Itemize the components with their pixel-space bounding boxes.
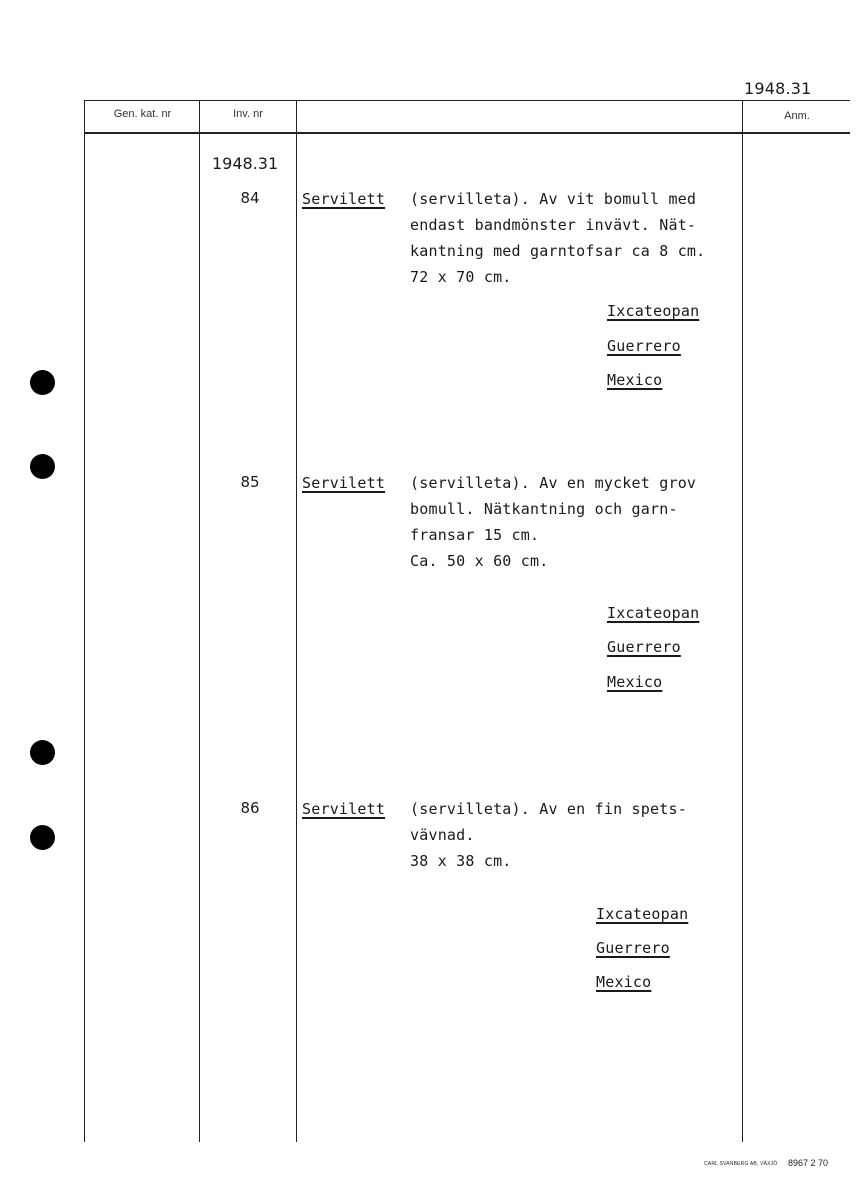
column-rule-3 xyxy=(296,100,297,1142)
place-name: Guerrero xyxy=(607,638,681,656)
column-rule-4 xyxy=(742,100,743,1142)
place-name: Mexico xyxy=(607,371,663,389)
printer-imprint: CARL SVANBERG AB, VÄXJÖ xyxy=(704,1161,778,1167)
place-name: Ixcateopan xyxy=(607,604,700,622)
entry-description-line: fransar 15 cm. xyxy=(410,526,540,544)
page-reference: 1948.31 xyxy=(744,79,812,98)
entry-description-line: 72 x 70 cm. xyxy=(410,268,512,286)
punch-hole xyxy=(30,825,55,850)
column-rule-1 xyxy=(84,100,85,1142)
entry-description-line: (servilleta). Av en fin spets- xyxy=(410,800,687,818)
entry-description-line: Ca. 50 x 60 cm. xyxy=(410,552,549,570)
place-name: Mexico xyxy=(596,973,652,991)
inventory-number: 84 xyxy=(240,189,260,207)
column-header-inv-nr: Inv. nr xyxy=(233,108,263,120)
column-header-gen-kat-nr: Gen. kat. nr xyxy=(113,108,172,120)
form-number: 8967 2 70 xyxy=(788,1158,829,1168)
entry-description-line: bomull. Nätkantning och garn- xyxy=(410,500,678,518)
entry-description-line: vävnad. xyxy=(410,826,475,844)
punch-hole xyxy=(30,740,55,765)
place-name: Ixcateopan xyxy=(607,302,700,320)
column-header-anm: Anm. xyxy=(784,110,810,122)
place-name: Guerrero xyxy=(596,939,670,957)
column-rule-2 xyxy=(199,100,200,1142)
entry-description-line: (servilleta). Av vit bomull med xyxy=(410,190,697,208)
entry-title: Servilett xyxy=(302,474,386,492)
entry-description-line: endast bandmönster invävt. Nät- xyxy=(410,216,697,234)
entry-description-line: kantning med garntofsar ca 8 cm. xyxy=(410,242,706,260)
place-name: Ixcateopan xyxy=(596,905,689,923)
inventory-number: 86 xyxy=(240,799,260,817)
entry-title: Servilett xyxy=(302,800,386,818)
inventory-number: 85 xyxy=(240,473,260,491)
punch-hole xyxy=(30,370,55,395)
entry-description-line: 38 x 38 cm. xyxy=(410,852,512,870)
place-name: Guerrero xyxy=(607,337,681,355)
entry-description-line: (servilleta). Av en mycket grov xyxy=(410,474,697,492)
place-name: Mexico xyxy=(607,673,663,691)
group-number: 1948.31 xyxy=(212,154,279,173)
punch-hole xyxy=(30,454,55,479)
entry-title: Servilett xyxy=(302,190,386,208)
